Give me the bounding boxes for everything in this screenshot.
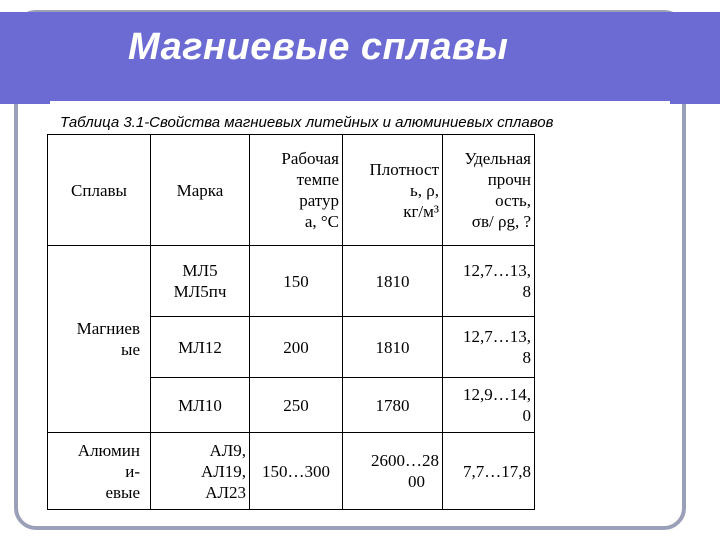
group-aluminum	[48, 433, 151, 510]
cell-strength	[443, 317, 535, 378]
header-temp-line: а, °С	[304, 212, 339, 231]
cell-temperature: 200	[250, 317, 343, 378]
group-magnesium-line: Магниев	[76, 319, 140, 338]
strength-line: 8	[522, 282, 531, 301]
grade-line: МЛ5пч	[173, 282, 227, 301]
grade-line: АЛ23	[205, 482, 246, 502]
header-alloys-text: Сплавы	[71, 180, 127, 200]
header-temp-line: темпе	[296, 170, 339, 189]
group-aluminum-line: евые	[105, 482, 140, 502]
group-magnesium	[48, 246, 151, 433]
cell-grade	[151, 246, 250, 317]
strength-line: 12,9…14,	[463, 385, 531, 404]
table-row	[48, 246, 535, 317]
strength-line: 12,7…13,	[463, 261, 531, 280]
cell-density: 1780	[343, 378, 443, 433]
cell-strength	[443, 433, 535, 510]
group-magnesium-line: ые	[121, 340, 140, 359]
density-line: 2600…28	[371, 451, 439, 470]
header-strength-line: σв/ ρg, ?	[471, 212, 531, 231]
density-line: 00	[408, 472, 425, 491]
cell-grade	[151, 378, 250, 433]
header-temp-line: ратур	[299, 191, 339, 210]
grade-line: МЛ5	[182, 261, 218, 280]
header-temperature	[250, 135, 343, 246]
grade-line: МЛ10	[178, 395, 222, 415]
strength-line: 12,7…13,	[463, 327, 531, 346]
header-strength-line: прочн	[487, 170, 531, 189]
cell-grade	[151, 433, 250, 510]
grade-line: АЛ19,	[200, 461, 246, 481]
table-header-row	[48, 135, 535, 246]
cell-strength	[443, 378, 535, 433]
header-density	[343, 135, 443, 246]
grade-line: МЛ12	[178, 337, 222, 357]
header-strength-line: Удельная	[464, 149, 531, 168]
header-grade	[151, 135, 250, 246]
cell-temperature: 250	[250, 378, 343, 433]
grade-line: АЛ9,	[209, 440, 246, 460]
table-caption: Таблица 3.1-Свойства магниевых литейных и алюминиевых сплавов	[60, 114, 554, 131]
strength-line: 8	[522, 348, 531, 367]
properties-table	[47, 134, 535, 510]
header-density-line: ь, ρ,	[410, 180, 439, 200]
header-density-line: кг/м³	[403, 201, 439, 221]
cell-density	[343, 433, 443, 510]
cell-temperature: 150…300	[250, 433, 343, 510]
cell-density: 1810	[343, 317, 443, 378]
slide-title: Магниевые сплавы	[128, 26, 509, 68]
cell-density: 1810	[343, 246, 443, 317]
header-density-line: Плотност	[369, 159, 439, 179]
header-specific-strength	[443, 135, 535, 246]
header-strength-line: ость,	[495, 191, 531, 210]
cell-temperature: 150	[250, 246, 343, 317]
cell-strength	[443, 246, 535, 317]
cell-grade	[151, 317, 250, 378]
strength-line: 7,7…17,8	[463, 461, 531, 481]
strength-line: 0	[522, 406, 531, 425]
table-row	[48, 433, 535, 510]
group-aluminum-line: и-	[125, 461, 140, 481]
header-grade-text: Марка	[176, 180, 224, 200]
header-temp-line: Рабочая	[281, 149, 339, 168]
header-alloys	[48, 135, 151, 246]
group-aluminum-line: Алюмин	[77, 440, 140, 460]
